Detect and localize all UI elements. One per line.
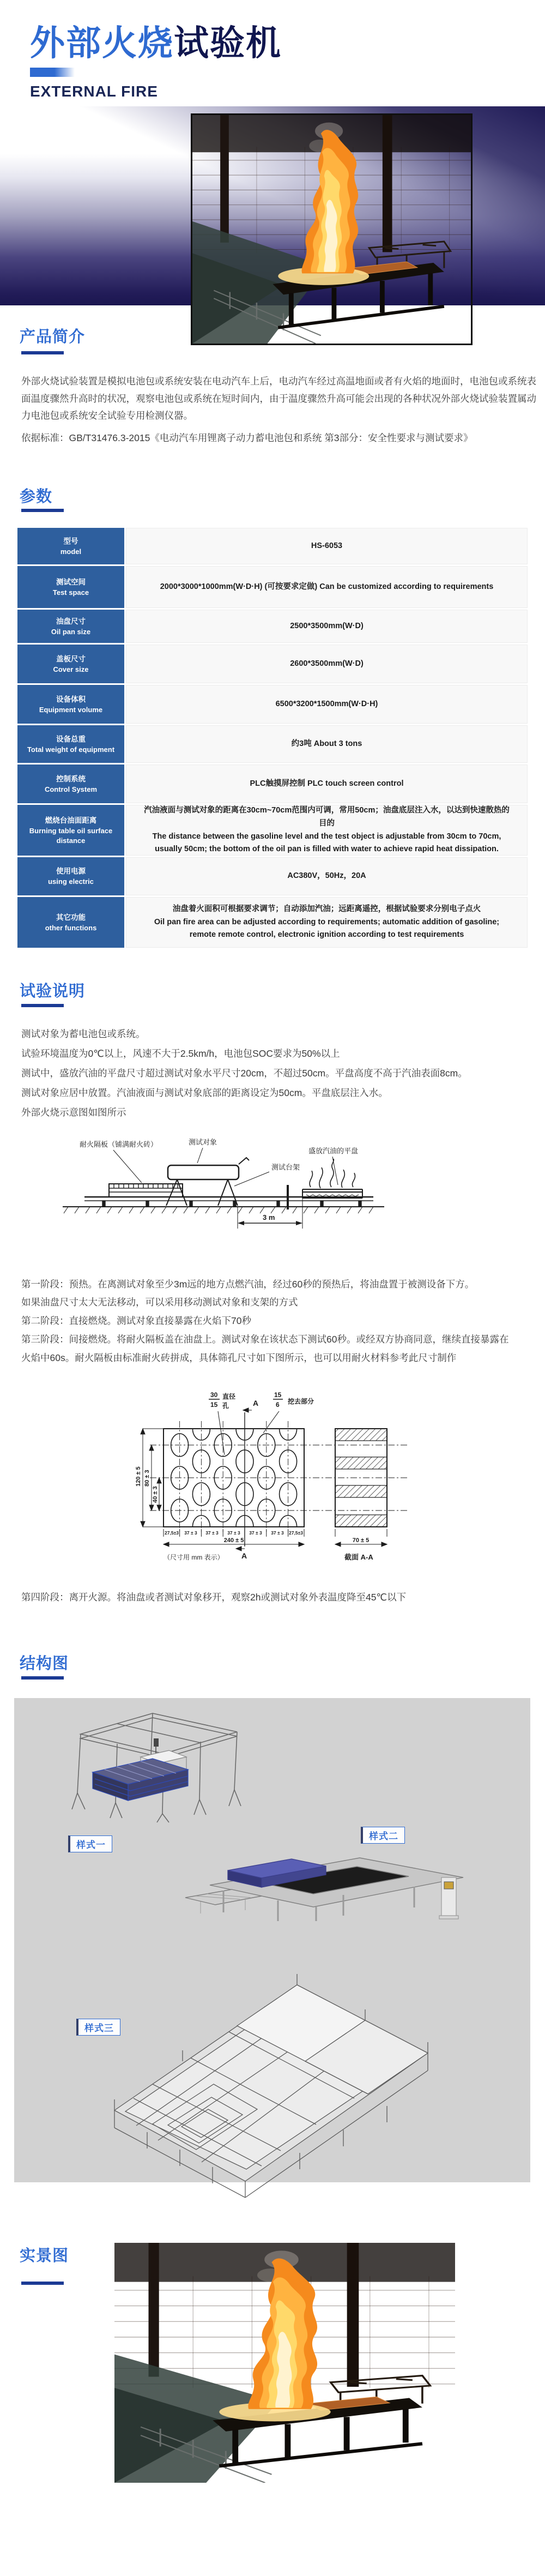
table-row: 盖板尺寸 Cover size 2600*3500mm(W·D)	[17, 645, 528, 683]
dim-240: 240 ± 5	[223, 1537, 244, 1544]
real-scene-photo	[114, 2243, 455, 2483]
dim-120: 120 ± 5	[135, 1466, 142, 1486]
table-row: 测试空间 Test space 2000*3000*1000mm(W·D·H) (可按要求定做) Can be customized according to requirements	[17, 566, 528, 608]
table-row: 油盘尺寸 Oil pan size 2500*3500mm(W·D)	[17, 610, 528, 643]
banner-flame-photo	[191, 113, 473, 345]
dim-b5: 37 ± 3	[271, 1530, 284, 1536]
section-a-bottom: A	[241, 1551, 247, 1560]
page-title-rest: 试验机	[174, 23, 282, 63]
table-row: 设备总重 Total weight of equipment 约3吨 About 3 tons	[17, 725, 528, 763]
style-label-3: 样式三	[76, 2019, 120, 2036]
section-title-params: 参数	[20, 488, 53, 505]
section-underline-test	[21, 1004, 64, 1007]
page-title	[30, 15, 282, 65]
dim-note: （尺寸用 mm 表示）	[164, 1554, 224, 1561]
label-3m-dimension: 3 m	[263, 1213, 275, 1221]
page-subtitle: EXTERNAL FIRE	[30, 83, 158, 100]
label-gasoline-pan: 盛放汽油的平盘	[308, 1147, 359, 1155]
section-underline-structure	[21, 1676, 64, 1680]
cut-label: 挖去部分	[288, 1398, 314, 1405]
dia-frac-bottom: 15	[210, 1401, 218, 1409]
intro-standard: 依据标准：GB/T31476.3-2015《电动汽车用锂离子动力蓄电池包和系统 第3部分：安全性要求与测试要求》	[21, 432, 473, 443]
structure-render-gantry	[71, 1707, 251, 1824]
label-test-object: 测试对象	[189, 1138, 217, 1146]
title-accent-bar	[30, 68, 75, 77]
section-underline-params	[21, 509, 64, 512]
test-description: 测试对象为蓄电池包或系统。 试验环境温度为0℃以上，风速不大于2.5km/h，电池包SOC要求为50%以上 测试中，盛放汽油的平盘尺寸超过测试对象水平尺寸20cm，不超过50cm。平盘高度不高于汽油表面8cm。 测试对象应居中放置。汽油液面与测试对象底部的距离设定为50cm。平盘底层注入水。 外部火烧示意图如图所示	[21, 1028, 468, 1118]
dia-frac-top: 30	[210, 1391, 218, 1399]
dia-label-1: 直径	[222, 1393, 236, 1400]
table-row: 燃烧台油面距离 Burning table oil surface distance 汽油液面与测试对象的距离在30cm~70cm范围内可调，常用50cm；油盘底层注入水，以达到快速散热的目的 The distance between the gasoline level and the test object is adjustable from 30cm to 70cm, usually 50cm; the bottom of the oil pan is filled with water to achieve rapid heat dissipation.	[17, 805, 528, 856]
section-title-test: 试验说明	[20, 983, 86, 1000]
stage3-text: 第三阶段：间接燃烧。将耐火隔板盖在油盘上。测试对象在该状态下测试60秒。或经双方协商同意，继续直接暴露在火焰中60s。耐火隔板由标准耐火砖拼成，具体筛孔尺寸如下图所示，也可以用耐火材料参考此尺寸制作	[21, 1334, 509, 1363]
dim-70: 70 ± 5	[352, 1537, 370, 1544]
structure-render-chassis	[71, 1969, 439, 2200]
table-row: 使用电源 using electric AC380V，50Hz，20A	[17, 857, 528, 895]
label-test-stand: 测试台架	[271, 1163, 300, 1171]
style-label-2: 样式二	[361, 1827, 405, 1844]
stage4-text: 第四阶段：离开火源。将油盘或者测试对象移开，观察2h或测试对象外表温度降至45℃以下	[21, 1592, 407, 1603]
stage2-text: 第二阶段：直接燃烧。测试对象直接暴露在火焰下70秒	[21, 1315, 251, 1326]
dim-b1: 37 ± 3	[184, 1530, 197, 1536]
table-row: 设备体积 Equipment volume 6500*3200*1500mm(W·D·H)	[17, 685, 528, 724]
section-underline-real	[21, 2282, 64, 2285]
section-aa-label: 截面 A-A	[344, 1553, 373, 1561]
dim-b4: 37 ± 3	[249, 1530, 262, 1536]
stage1b-text: 如果油盘尺寸太大无法移动，可以采用移动测试对象和支架的方式	[21, 1297, 298, 1308]
dim-b2: 37 ± 3	[205, 1530, 219, 1536]
intro-paragraph: 外部火烧试验装置是模拟电池包或系统安装在电动汽车上后，电动汽车经过高温地面或者有火焰的地面时，电池包或系统表面温度骤然升高时的状况，观察电池包或系统在短时间内，由于温度骤然升高可能会出现的各种状况外部火烧试验装置属动力电池包或系统安全试验专用检测仪器。	[21, 376, 536, 421]
parameters-table	[17, 528, 528, 949]
cut-frac-bottom: 6	[276, 1401, 280, 1409]
dim-b6: 27,5±3	[289, 1530, 303, 1536]
section-underline-intro	[21, 351, 64, 354]
dim-b0: 27,5±3	[165, 1530, 179, 1536]
section-title-real: 实景图	[20, 2247, 69, 2265]
page-title-highlight: 外部火烧	[30, 23, 174, 63]
firebrick-drawing	[131, 1389, 420, 1565]
dim-40: 40 ± 3	[152, 1486, 159, 1503]
section-title-intro: 产品简介	[20, 328, 86, 346]
section-a-top: A	[253, 1399, 259, 1407]
structure-render-bench	[180, 1846, 466, 1922]
dim-b3: 37 ± 3	[227, 1530, 240, 1536]
label-fireproof-plate: 耐火隔板（铺满耐火砖）	[80, 1140, 158, 1148]
table-row: 其它功能 other functions 油盘着火面积可根据要求调节；自动添加汽油；远距离遥控，根据试验要求分别电子点火 Oil pan fire area can be adjusted according to requirements; automatic addition of gasoline; remote remote control, electronic ignition according to test requirements	[17, 897, 528, 948]
cut-frac-top: 15	[274, 1391, 282, 1399]
table-row: 型号 model HS-6053	[17, 528, 528, 564]
stage1-text: 第一阶段：预热。在离测试对象至少3m远的地方点燃汽油，经过60秒的预热后，将油盘置于被测设备下方。	[21, 1279, 475, 1290]
section-title-structure: 结构图	[20, 1655, 69, 1672]
dia-label-2: 孔	[222, 1402, 229, 1410]
table-row: 控制系统 Control System PLC触摸屏控制 PLC touch screen control	[17, 765, 528, 803]
test-rig-schematic	[55, 1137, 392, 1243]
style-label-1: 样式一	[68, 1835, 112, 1852]
dim-80: 80 ± 3	[144, 1470, 150, 1486]
